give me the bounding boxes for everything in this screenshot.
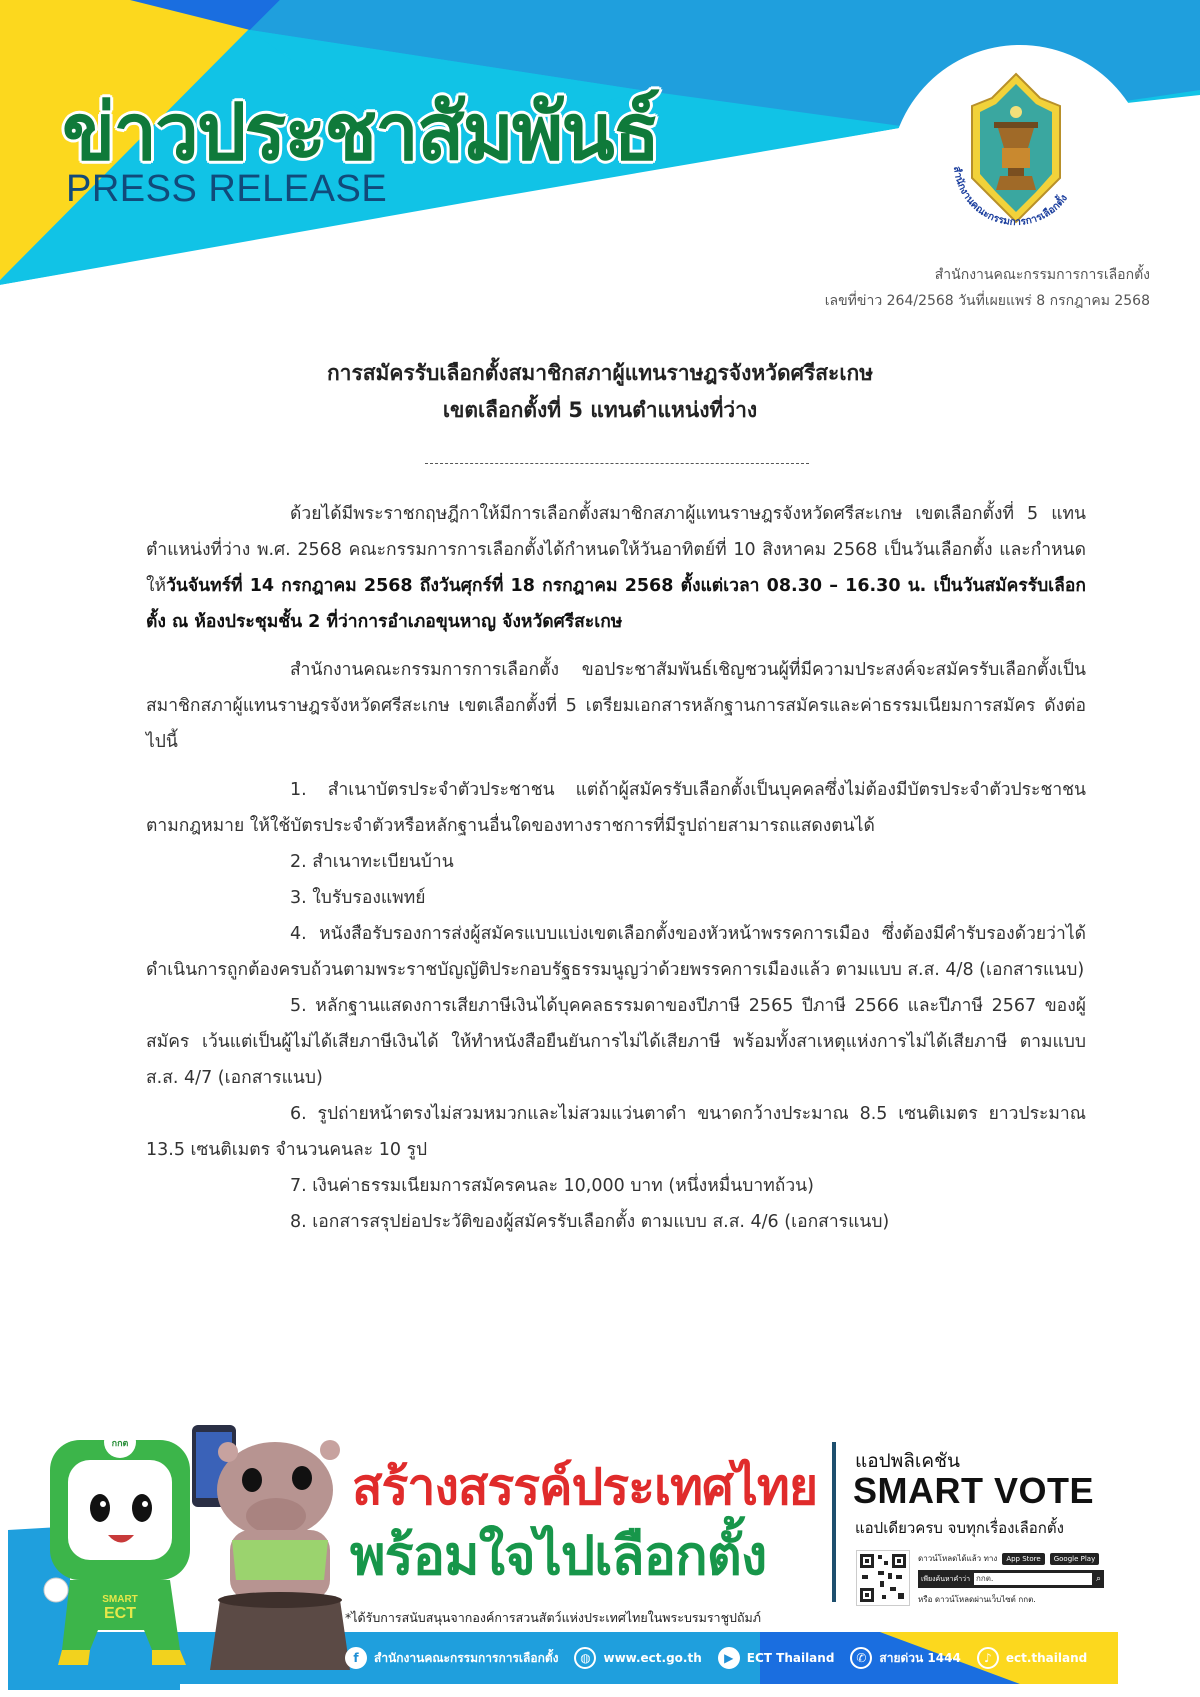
banner-vertical-divider <box>832 1442 836 1602</box>
document-title-line1: การสมัครรับเลือกตั้งสมาชิกสภาผู้แทนราษฎรจังหวัดศรีสะเกษ <box>326 361 874 385</box>
document-body <box>146 496 1086 1240</box>
paragraph-announcement-text: ด้วยได้มีพระราชกฤษฎีกาให้มีการเลือกตั้งสมาชิกสภาผู้แทนราษฎรจังหวัดศรีสะเกษ เขตเลือกตั้งที่ 5 แทนตำแหน่งที่ว่าง พ.ศ. 2568 คณะกรรมการการเลือกตั้งได้กำหนดให้วันอาทิตย์ที่ 10 สิงหาคม 2568 เป็นวันเลือกตั้ง และกำหนดให้ <box>146 504 1086 596</box>
search-icon: ⌕ <box>1095 1574 1101 1584</box>
google-play-badge[interactable]: Google Play <box>1050 1553 1100 1565</box>
contact-facebook[interactable] <box>345 1647 558 1669</box>
release-number-date: เลขที่ข่าว 264/2568 วันที่เผยแพร่ 8 กรกฎาคม 2568 <box>824 293 1150 309</box>
header-title-english: PRESS RELEASE <box>66 168 388 210</box>
requirement-item-2: 2. สำเนาทะเบียนบ้าน <box>290 852 454 872</box>
qr-code[interactable] <box>856 1550 910 1606</box>
title-divider <box>425 463 809 464</box>
download-row <box>918 1552 1099 1565</box>
requirement-item-8: 8. เอกสารสรุปย่อประวัติของผู้สมัครรับเลือกตั้ง ตามแบบ ส.ส. 4/6 (เอกสารแนบ) <box>290 1212 890 1232</box>
contact-youtube[interactable] <box>718 1647 835 1669</box>
mascot-icon <box>40 1420 370 1675</box>
svg-text:ECT: ECT <box>104 1605 136 1622</box>
download-web-text: หรือ ดาวน์โหลดผ่านเว็บไซต์ กกต. <box>918 1595 1036 1604</box>
contact-hotline-label: สายด่วน 1444 <box>879 1650 961 1665</box>
requirement-item-5: 5. หลักฐานแสดงการเสียภาษีเงินได้บุคคลธรรมดาของปีภาษี 2565 ปีภาษี 2566 และปีภาษี 2567 ของผู้สมัคร เว้นแต่เป็นผู้ไม่ได้เสียภาษีเงินได้ ให้ทำหนังสือยืนยันการไม่ได้เสียภาษี พร้อมทั้งสาเหตุแห่งการไม่ได้เสียภาษี ตามแบบ ส.ส. 4/7 (เอกสารแนบ) <box>146 996 1086 1088</box>
app-label: แอปพลิเคชัน <box>855 1450 960 1472</box>
release-meta <box>825 262 1150 314</box>
press-release-header <box>0 0 1200 300</box>
facebook-icon: f <box>345 1647 367 1669</box>
app-name: SMART VOTE <box>853 1470 1095 1511</box>
header-title-thai: ข่าวประชาสัมพันธ์ <box>62 88 659 178</box>
contact-tiktok-label: ect.thailand <box>1005 1651 1088 1665</box>
slogan-line-1: สร้างสรรค์ประเทศไทย <box>352 1458 818 1516</box>
youtube-play-icon: ▶ <box>718 1647 740 1669</box>
emblem-icon <box>936 68 1096 238</box>
ect-emblem-logo <box>936 68 1096 238</box>
qr-code-icon <box>857 1551 909 1605</box>
election-campaign-banner <box>0 1380 1200 1697</box>
mascot-badge-text: กกต <box>111 1439 129 1449</box>
requirement-item-3: 3. ใบรับรองแพทย์ <box>290 888 426 908</box>
app-tagline: แอปเดียวครบ จบทุกเรื่องเลือกตั้ง <box>855 1519 1064 1537</box>
tiktok-icon: ♪ <box>977 1647 999 1669</box>
globe-icon: ◍ <box>574 1647 596 1669</box>
document-title <box>0 355 1200 429</box>
mascots-illustration <box>40 1420 370 1675</box>
contact-facebook-label: สำนักงานคณะกรรมการการเลือกตั้ง <box>374 1650 559 1665</box>
requirement-item-4: 4. หนังสือรับรองการส่งผู้สมัครแบบแบ่งเขตเลือกตั้งของหัวหน้าพรรคการเมือง ซึ่งต้องมีคำรับรองด้วยว่าได้ดำเนินการถูกต้องครบถ้วนตามพระราชบัญญัติประกอบรัฐธรรมนูญว่าด้วยพรรคการเมืองแล้ว ตามแบบ ส.ส. 4/8 (เอกสารแนบ) <box>146 924 1086 980</box>
paragraph-announcement <box>146 496 1086 640</box>
search-label: เพียงค้นหาคำว่า <box>921 1574 971 1583</box>
search-term: กกต. <box>974 1573 1092 1585</box>
app-search-bar <box>918 1570 1104 1588</box>
support-note: *ได้รับการสนับสนุนจากองค์การสวนสัตว์แห่งประเทศไทยในพระบรมราชูปถัมภ์ <box>345 1610 762 1625</box>
app-store-badge[interactable]: App Store <box>1002 1553 1044 1565</box>
contact-website[interactable] <box>574 1647 701 1669</box>
document-title-line2: เขตเลือกตั้งที่ 5 แทนตำแหน่งที่ว่าง <box>442 398 758 422</box>
requirement-item-7: 7. เงินค่าธรรมเนียมการสมัครคนละ 10,000 บาท (หนึ่งหมื่นบาทถ้วน) <box>290 1176 814 1196</box>
contact-hotline[interactable] <box>850 1647 960 1669</box>
paragraph-announcement-bold: วันจันทร์ที่ 14 กรกฎาคม 2568 ถึงวันศุกร์ที่ 18 กรกฎาคม 2568 ตั้งแต่เวลา 08.30 – 16.30 น. เป็นวันสมัครรับเลือกตั้ง ณ ห้องประชุมชั้น 2 ที่ว่าการอำเภอขุนหาญ จังหวัดศรีสะเกษ <box>146 576 1086 632</box>
emblem-caption: สำนักงานคณะกรรมการการเลือกตั้ง <box>950 165 1070 229</box>
contact-strip <box>345 1638 1093 1678</box>
contact-youtube-label: ECT Thailand <box>746 1651 835 1665</box>
paragraph-invitation: สำนักงานคณะกรรมการการเลือกตั้ง ขอประชาสัมพันธ์เชิญชวนผู้ที่มีความประสงค์จะสมัครรับเลือกตั้งเป็นสมาชิกสภาผู้แทนราษฎรจังหวัดศรีสะเกษ เขตเลือกตั้งที่ 5 เตรียมเอกสารหลักฐานการสมัครและค่าธรรมเนียมการสมัคร ดังต่อไปนี้ <box>146 660 1086 752</box>
contact-tiktok[interactable] <box>977 1647 1087 1669</box>
agency-name: สำนักงานคณะกรรมการการเลือกตั้ง <box>934 267 1150 283</box>
requirement-item-1: 1. สำเนาบัตรประจำตัวประชาชน แต่ถ้าผู้สมัครรับเลือกตั้งเป็นบุคคลซึ่งไม่ต้องมีบัตรประจำตัวประชาชนตามกฎหมาย ให้ใช้บัตรประจำตัวหรือหลักฐานอื่นใดของทางราชการที่มีรูปถ่ายสามารถแสดงตนได้ <box>146 780 1086 836</box>
phone-icon: ✆ <box>850 1647 872 1669</box>
svg-text:SMART: SMART <box>102 1594 138 1605</box>
contact-website-label: www.ect.go.th <box>603 1651 702 1665</box>
requirement-item-6: 6. รูปถ่ายหน้าตรงไม่สวมหมวกและไม่สวมแว่นตาดำ ขนาดกว้างประมาณ 8.5 เซนติเมตร ยาวประมาณ 13.5 เซนติเมตร จำนวนคนละ 10 รูป <box>146 1104 1086 1160</box>
download-text: ดาวน์โหลดได้แล้ว ทาง <box>918 1554 998 1563</box>
slogan-line-2: พร้อมใจไปเลือกตั้ง <box>350 1524 767 1587</box>
